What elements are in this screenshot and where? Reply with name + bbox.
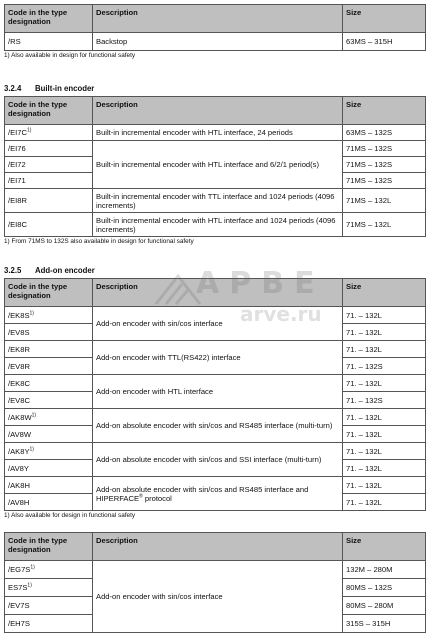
code-cell: /AV8W (5, 426, 93, 443)
code-cell: /EV8R (5, 358, 93, 375)
header-description: Description (93, 533, 343, 561)
code-cell: /RS (5, 33, 93, 51)
description-cell: Built-in incremental encoder with HTL interface, 24 periods (93, 125, 343, 141)
code-cell: /EI72 (5, 157, 93, 173)
size-cell: 71. – 132L (343, 409, 426, 426)
backstop-table (4, 4, 426, 51)
description-cell: Built-in incremental encoder with TTL interface and 1024 periods (4096 increments) (93, 189, 343, 213)
table-row (5, 141, 426, 157)
code-cell: /EI8R (5, 189, 93, 213)
header-code: Code in the type designation (5, 279, 93, 307)
size-cell: 80MS – 132S (343, 579, 426, 597)
section-number: 3.2.4 (4, 84, 22, 93)
table-row (5, 375, 426, 392)
built-in-encoder-table (4, 96, 426, 237)
size-cell: 132M – 280M (343, 561, 426, 579)
code-cell: /AV8H (5, 494, 93, 511)
size-cell: 80MS – 280M (343, 597, 426, 615)
code-cell: /EI76 (5, 141, 93, 157)
code-cell: /EH7S (5, 615, 93, 633)
size-cell: 315S – 315H (343, 615, 426, 633)
code-cell: /EK8R (5, 341, 93, 358)
header-size: Size (343, 533, 426, 561)
table-row (5, 561, 426, 579)
table-row (5, 477, 426, 494)
section-number: 3.2.5 (4, 266, 22, 275)
size-cell: 71. – 132L (343, 307, 426, 324)
code-cell: $/EG7S^{1)}$ (5, 561, 93, 579)
header-code: Code in the type designation (5, 97, 93, 125)
watermark-brand: АРВЕ (196, 266, 325, 301)
size-cell: 71. – 132L (343, 375, 426, 392)
code-cell: $/EI7C^{1)}$ (5, 125, 93, 141)
table-row (5, 125, 426, 141)
size-cell: 63MS – 315H (343, 33, 426, 51)
size-cell: 71. – 132L (343, 341, 426, 358)
add-on-sincos-table (4, 532, 426, 633)
size-cell: 71. – 132S (343, 392, 426, 409)
size-cell: 71MS – 132L (343, 213, 426, 237)
size-cell: 71. – 132L (343, 324, 426, 341)
table-row (5, 213, 426, 237)
header-description: Description (93, 5, 343, 33)
code-cell: /EK8C (5, 375, 93, 392)
table-row (5, 341, 426, 358)
footnote: 1) Also available in design for functional safety (4, 52, 136, 59)
description-cell: Add-on absolute encoder with sin/cos and SSI interface (multi-turn) (93, 443, 343, 477)
code-cell: /EI71 (5, 173, 93, 189)
code-cell: /EV8C (5, 392, 93, 409)
header-code: Code in the type designation (5, 533, 93, 561)
size-cell: 71. – 132L (343, 426, 426, 443)
size-cell: 63MS – 132S (343, 125, 426, 141)
size-cell: 71. – 132S (343, 358, 426, 375)
description-cell: Built-in incremental encoder with HTL interface and 6/2/1 period(s) (93, 141, 343, 189)
code-cell: /EI8C (5, 213, 93, 237)
section-title: Add-on encoder (35, 266, 95, 275)
footnote: 1) From 71MS to 132S also available in design for functional safety (4, 238, 194, 245)
code-cell: $/AK8W^{1)}$ (5, 409, 93, 426)
description-cell: Backstop (93, 33, 343, 51)
description-cell: Built-in incremental encoder with HTL interface and 1024 periods (4096 increments) (93, 213, 343, 237)
header-code: Code in the type designation (5, 5, 93, 33)
code-cell: $ES7S^{1)}$ (5, 579, 93, 597)
size-cell: 71. – 132L (343, 494, 426, 511)
code-cell: $/AK8Y^{1)}$ (5, 443, 93, 460)
description-cell: Add-on encoder with HTL interface (93, 375, 343, 409)
description-cell: Add-on absolute encoder with sin/cos and RS485 interface (multi-turn) (93, 409, 343, 443)
description-cell: Add-on encoder with TTL(RS422) interface (93, 341, 343, 375)
size-cell: 71. – 132L (343, 460, 426, 477)
code-cell: /EV7S (5, 597, 93, 615)
size-cell: 71MS – 132S (343, 157, 426, 173)
footnote: 1) Also available for design in functional safety (4, 512, 136, 519)
size-cell: 71MS – 132S (343, 141, 426, 157)
size-cell: 71MS – 132S (343, 173, 426, 189)
size-cell: 71MS – 132L (343, 189, 426, 213)
header-description: Description (93, 97, 343, 125)
header-size: Size (343, 5, 426, 33)
size-cell: 71. – 132L (343, 443, 426, 460)
table-row (5, 33, 426, 51)
section-title: Built-in encoder (35, 84, 95, 93)
table-row (5, 189, 426, 213)
header-size: Size (343, 97, 426, 125)
code-cell: /AK8H (5, 477, 93, 494)
description-cell: Add-on encoder with sin/cos interface (93, 561, 343, 633)
table-row (5, 443, 426, 460)
code-cell: /AV8Y (5, 460, 93, 477)
description-cell: Add-on absolute encoder with sin/cos and RS485 interface and HIPERFACE® protocol (93, 477, 343, 511)
watermark (152, 266, 334, 336)
size-cell: 71. – 132L (343, 477, 426, 494)
table-row (5, 409, 426, 426)
header-size: Size (343, 279, 426, 307)
watermark-url: arve.ru (240, 302, 322, 326)
code-cell: /EV8S (5, 324, 93, 341)
description-cell: Add-on encoder with sin/cos interface (93, 307, 343, 341)
header-description: Description (93, 279, 343, 307)
code-cell: $/EK8S^{1)}$ (5, 307, 93, 324)
